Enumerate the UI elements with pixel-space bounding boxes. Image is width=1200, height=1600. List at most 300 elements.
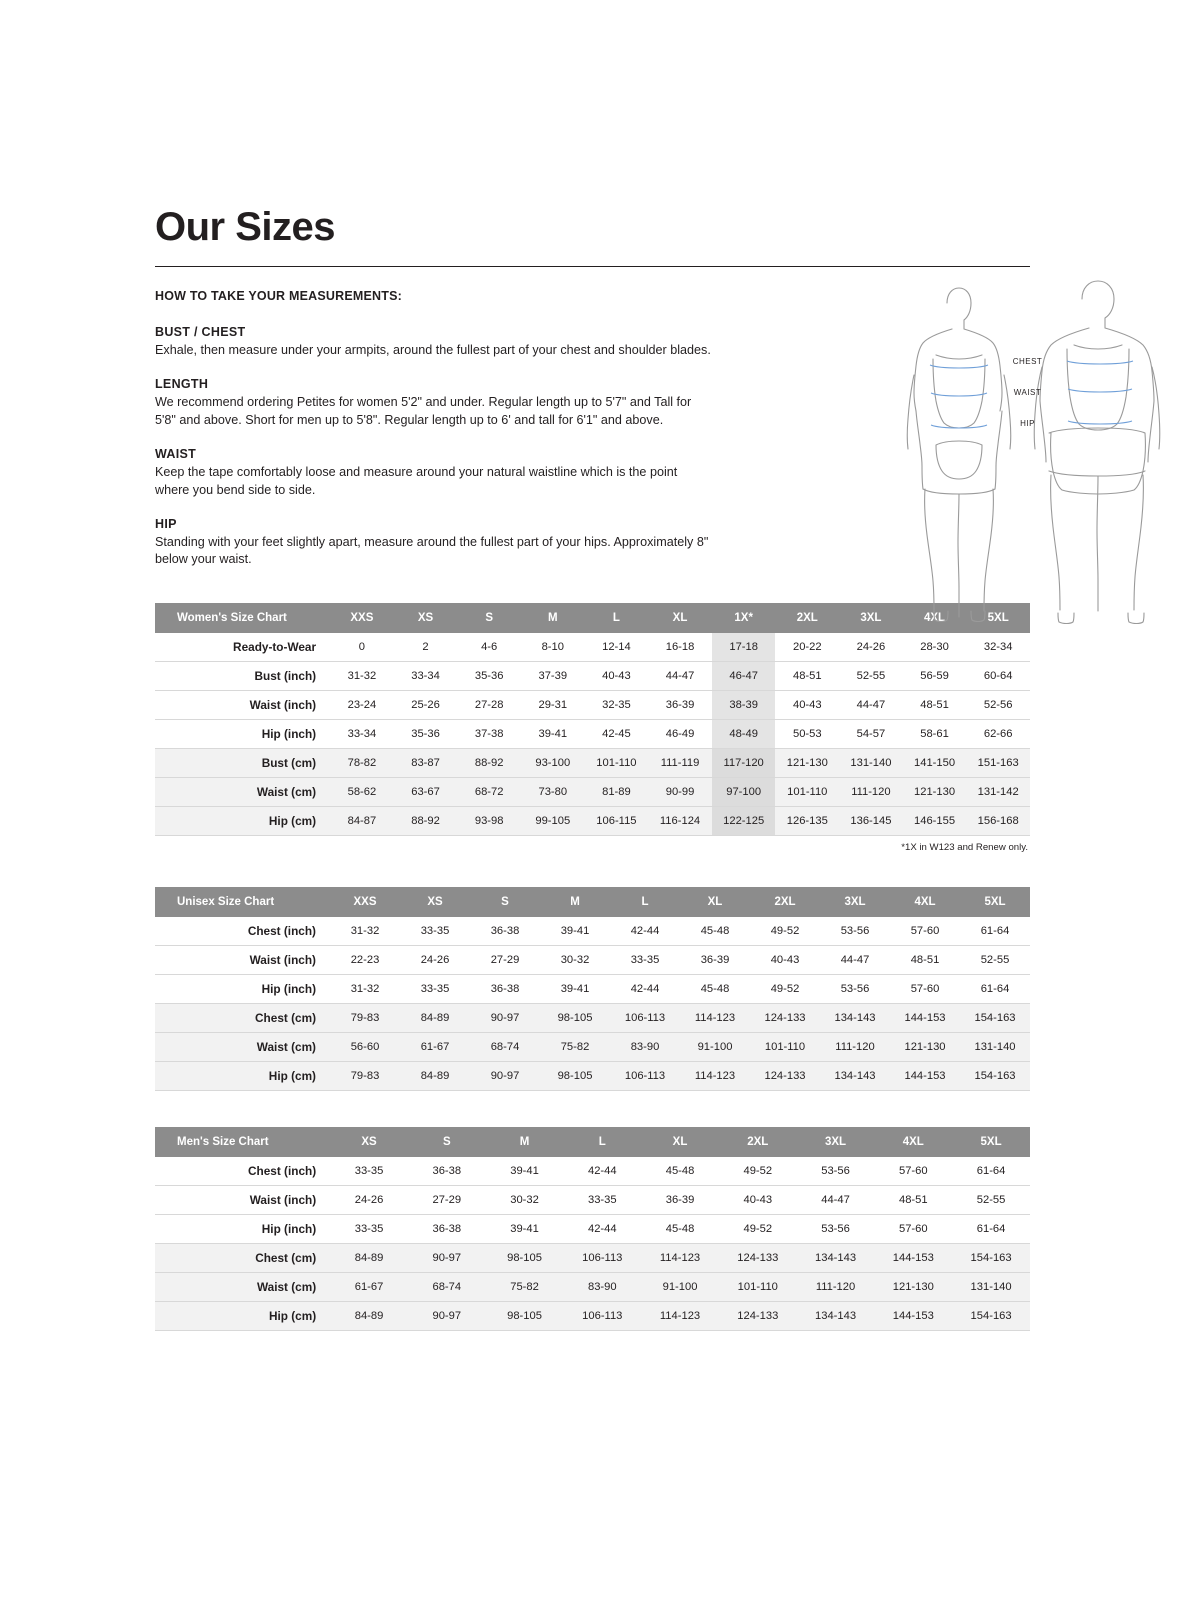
cell: 98-105 [486, 1243, 564, 1272]
cell: 90-97 [408, 1301, 486, 1330]
column-header: L [610, 887, 680, 917]
size-tables [155, 603, 1030, 1331]
row-label: Bust (inch) [155, 661, 330, 690]
cell: 111-120 [839, 777, 903, 806]
cell: 4-6 [457, 633, 521, 662]
cell: 73-80 [521, 777, 585, 806]
column-header: 3XL [820, 887, 890, 917]
cell: 156-168 [966, 806, 1030, 835]
column-header: XXS [330, 603, 394, 633]
cell: 111-119 [648, 748, 712, 777]
column-header: 3XL [839, 603, 903, 633]
table-row [155, 633, 1030, 662]
cell: 52-55 [952, 1185, 1030, 1214]
cell: 98-105 [540, 1061, 610, 1090]
cell: 29-31 [521, 690, 585, 719]
column-header: XL [648, 603, 712, 633]
cell: 60-64 [966, 661, 1030, 690]
cell: 121-130 [775, 748, 839, 777]
column-header: XS [400, 887, 470, 917]
row-label: Hip (inch) [155, 1214, 330, 1243]
table-row [155, 1214, 1030, 1243]
table-row [155, 917, 1030, 946]
cell: 61-67 [400, 1032, 470, 1061]
male-garment [1049, 345, 1145, 494]
cell: 52-55 [960, 945, 1030, 974]
row-label: Hip (inch) [155, 719, 330, 748]
cell: 53-56 [797, 1214, 875, 1243]
cell: 36-39 [680, 945, 750, 974]
cell: 42-44 [610, 974, 680, 1003]
cell: 42-44 [563, 1214, 641, 1243]
cell: 57-60 [874, 1214, 952, 1243]
cell: 24-26 [839, 633, 903, 662]
cell: 136-145 [839, 806, 903, 835]
cell: 91-100 [641, 1272, 719, 1301]
cell: 131-142 [966, 777, 1030, 806]
cell: 114-123 [641, 1243, 719, 1272]
measurement-block [155, 377, 715, 429]
cell: 53-56 [797, 1157, 875, 1186]
cell: 106-113 [563, 1301, 641, 1330]
row-label: Ready-to-Wear [155, 633, 330, 662]
table-row [155, 1272, 1030, 1301]
cell: 40-43 [750, 945, 820, 974]
cell: 141-150 [903, 748, 967, 777]
cell: 27-29 [470, 945, 540, 974]
cell: 111-120 [797, 1272, 875, 1301]
column-header: L [563, 1127, 641, 1157]
cell: 35-36 [457, 661, 521, 690]
cell: 144-153 [890, 1061, 960, 1090]
cell: 121-130 [874, 1272, 952, 1301]
cell: 57-60 [890, 974, 960, 1003]
cell: 121-130 [903, 777, 967, 806]
cell: 23-24 [330, 690, 394, 719]
cell: 84-89 [330, 1243, 408, 1272]
cell: 48-51 [890, 945, 960, 974]
measurement-block [155, 325, 715, 359]
cell: 101-110 [775, 777, 839, 806]
cell: 75-82 [540, 1032, 610, 1061]
cell: 126-135 [775, 806, 839, 835]
row-label: Waist (cm) [155, 1032, 330, 1061]
cell: 45-48 [680, 974, 750, 1003]
cell: 78-82 [330, 748, 394, 777]
table-row [155, 806, 1030, 835]
table-row [155, 777, 1030, 806]
column-header: L [585, 603, 649, 633]
cell: 44-47 [839, 690, 903, 719]
column-header: 2XL [775, 603, 839, 633]
cell: 84-89 [330, 1301, 408, 1330]
table-row [155, 1157, 1030, 1186]
measurement-heading: HIP [155, 516, 177, 531]
cell: 61-67 [330, 1272, 408, 1301]
cell: 62-66 [966, 719, 1030, 748]
cell: 93-100 [521, 748, 585, 777]
row-label: Hip (cm) [155, 1061, 330, 1090]
row-label: Waist (inch) [155, 1185, 330, 1214]
cell: 84-89 [400, 1003, 470, 1032]
cell: 131-140 [952, 1272, 1030, 1301]
unisex-size-table [155, 887, 1030, 1091]
cell: 49-52 [719, 1157, 797, 1186]
cell: 33-35 [330, 1214, 408, 1243]
column-header: 5XL [960, 887, 1030, 917]
row-label: Hip (cm) [155, 806, 330, 835]
cell: 68-74 [408, 1272, 486, 1301]
cell: 57-60 [890, 917, 960, 946]
row-label: Chest (cm) [155, 1003, 330, 1032]
female-chest-line [930, 365, 988, 368]
mens-size-table [155, 1127, 1030, 1331]
cell: 131-140 [960, 1032, 1030, 1061]
figure-label-chest: CHEST [1012, 357, 1043, 366]
cell: 124-133 [719, 1301, 797, 1330]
cell: 44-47 [820, 945, 890, 974]
cell: 81-89 [585, 777, 649, 806]
cell: 90-97 [470, 1003, 540, 1032]
column-header: 2XL [750, 887, 820, 917]
row-label: Chest (inch) [155, 917, 330, 946]
cell: 33-35 [330, 1157, 408, 1186]
column-header: S [457, 603, 521, 633]
cell: 101-110 [750, 1032, 820, 1061]
cell: 106-113 [610, 1061, 680, 1090]
cell: 42-44 [563, 1157, 641, 1186]
table-row [155, 690, 1030, 719]
cell: 151-163 [966, 748, 1030, 777]
cell: 58-62 [330, 777, 394, 806]
cell: 48-51 [775, 661, 839, 690]
cell: 63-67 [394, 777, 458, 806]
cell: 154-163 [952, 1301, 1030, 1330]
cell: 116-124 [648, 806, 712, 835]
cell: 31-32 [330, 917, 400, 946]
cell: 25-26 [394, 690, 458, 719]
cell: 31-32 [330, 974, 400, 1003]
cell: 75-82 [486, 1272, 564, 1301]
cell: 54-57 [839, 719, 903, 748]
cell: 144-153 [874, 1301, 952, 1330]
table-header-row [155, 887, 1030, 917]
cell: 48-51 [874, 1185, 952, 1214]
column-header: 1X* [712, 603, 776, 633]
cell: 124-133 [750, 1003, 820, 1032]
cell: 39-41 [486, 1214, 564, 1243]
table-header-row [155, 1127, 1030, 1157]
cell: 144-153 [874, 1243, 952, 1272]
cell: 114-123 [680, 1061, 750, 1090]
row-label: Waist (cm) [155, 777, 330, 806]
cell: 40-43 [585, 661, 649, 690]
column-header: 5XL [952, 1127, 1030, 1157]
cell: 30-32 [540, 945, 610, 974]
cell: 35-36 [394, 719, 458, 748]
column-header: XS [330, 1127, 408, 1157]
cell: 90-99 [648, 777, 712, 806]
column-header: 4XL [890, 887, 960, 917]
cell: 154-163 [960, 1003, 1030, 1032]
column-header: 4XL [874, 1127, 952, 1157]
cell: 45-48 [680, 917, 750, 946]
cell: 146-155 [903, 806, 967, 835]
cell: 134-143 [797, 1243, 875, 1272]
column-header: S [408, 1127, 486, 1157]
column-header: 5XL [966, 603, 1030, 633]
cell: 122-125 [712, 806, 776, 835]
figure-label-waist: WAIST [1013, 388, 1042, 397]
cell: 84-87 [330, 806, 394, 835]
table-row [155, 661, 1030, 690]
cell: 106-113 [610, 1003, 680, 1032]
measurement-block [155, 517, 715, 569]
cell: 124-133 [719, 1243, 797, 1272]
cell: 154-163 [960, 1061, 1030, 1090]
cell: 33-34 [394, 661, 458, 690]
cell: 83-90 [610, 1032, 680, 1061]
cell: 53-56 [820, 974, 890, 1003]
measurement-body: Standing with your feet slightly apart, measure around the fullest part of your hips. Approximately 8" below your waist. [155, 534, 709, 567]
male-figure [1034, 281, 1160, 624]
cell: 79-83 [330, 1061, 400, 1090]
row-label: Chest (inch) [155, 1157, 330, 1186]
cell: 124-133 [750, 1061, 820, 1090]
cell: 44-47 [648, 661, 712, 690]
cell: 49-52 [750, 974, 820, 1003]
cell: 36-38 [408, 1157, 486, 1186]
female-waist-line [931, 393, 987, 396]
cell: 16-18 [648, 633, 712, 662]
spacer [155, 1097, 1030, 1127]
cell: 37-38 [457, 719, 521, 748]
cell: 98-105 [486, 1301, 564, 1330]
cell: 101-110 [585, 748, 649, 777]
row-label: Hip (inch) [155, 974, 330, 1003]
cell: 121-130 [890, 1032, 960, 1061]
table-row [155, 748, 1030, 777]
cell: 154-163 [952, 1243, 1030, 1272]
cell: 32-34 [966, 633, 1030, 662]
cell: 68-74 [470, 1032, 540, 1061]
cell: 131-140 [839, 748, 903, 777]
cell: 27-29 [408, 1185, 486, 1214]
cell: 17-18 [712, 633, 776, 662]
female-hip-line [931, 425, 987, 428]
womens-size-table [155, 603, 1030, 836]
cell: 48-51 [903, 690, 967, 719]
column-header: 2XL [719, 1127, 797, 1157]
row-label: Chest (cm) [155, 1243, 330, 1272]
cell: 93-98 [457, 806, 521, 835]
cell: 83-90 [563, 1272, 641, 1301]
cell: 61-64 [952, 1157, 1030, 1186]
spacer [155, 853, 1030, 887]
column-header: 3XL [797, 1127, 875, 1157]
cell: 134-143 [820, 1061, 890, 1090]
cell: 44-47 [797, 1185, 875, 1214]
cell: 97-100 [712, 777, 776, 806]
column-header: S [470, 887, 540, 917]
cell: 111-120 [820, 1032, 890, 1061]
cell: 39-41 [486, 1157, 564, 1186]
cell: 42-44 [610, 917, 680, 946]
cell: 83-87 [394, 748, 458, 777]
column-header: XXS [330, 887, 400, 917]
cell: 30-32 [486, 1185, 564, 1214]
cell: 36-38 [470, 974, 540, 1003]
cell: 24-26 [330, 1185, 408, 1214]
cell: 33-34 [330, 719, 394, 748]
unisex-table-title: Unisex Size Chart [155, 887, 330, 917]
cell: 36-38 [470, 917, 540, 946]
cell: 49-52 [719, 1214, 797, 1243]
measurement-body: Exhale, then measure under your armpits, around the fullest part of your chest and shoulder blades. [155, 343, 711, 357]
table-row [155, 1003, 1030, 1032]
measurement-instructions [155, 325, 715, 569]
cell: 36-39 [648, 690, 712, 719]
row-label: Waist (cm) [155, 1272, 330, 1301]
cell: 45-48 [641, 1214, 719, 1243]
row-label: Waist (inch) [155, 945, 330, 974]
column-header: M [521, 603, 585, 633]
table-row [155, 974, 1030, 1003]
row-label: Hip (cm) [155, 1301, 330, 1330]
figure-label-hip: HIP [1020, 419, 1035, 428]
measurement-body: We recommend ordering Petites for women 5'2" and under. Regular length up to 5'7" and Tall for 5'8" and above. Short for men up to 5'8". Regular length up to 6' and tall for 6'1" and above. [155, 395, 692, 427]
cell: 37-39 [521, 661, 585, 690]
measurement-block [155, 447, 715, 499]
cell: 106-113 [563, 1243, 641, 1272]
cell: 33-35 [610, 945, 680, 974]
cell: 48-49 [712, 719, 776, 748]
cell: 39-41 [540, 917, 610, 946]
cell: 134-143 [797, 1301, 875, 1330]
cell: 33-35 [563, 1185, 641, 1214]
cell: 36-38 [408, 1214, 486, 1243]
cell: 58-61 [903, 719, 967, 748]
howto-heading: HOW TO TAKE YOUR MEASUREMENTS: [155, 289, 402, 303]
table-row [155, 1243, 1030, 1272]
cell: 36-39 [641, 1185, 719, 1214]
measurement-heading: BUST / CHEST [155, 325, 246, 339]
cell: 90-97 [470, 1061, 540, 1090]
page-content [155, 205, 1043, 1337]
cell: 24-26 [400, 945, 470, 974]
female-garment [933, 355, 985, 479]
cell: 101-110 [719, 1272, 797, 1301]
cell: 84-89 [400, 1061, 470, 1090]
table-row [155, 1301, 1030, 1330]
cell: 33-35 [400, 917, 470, 946]
cell: 8-10 [521, 633, 585, 662]
cell: 22-23 [330, 945, 400, 974]
cell: 27-28 [457, 690, 521, 719]
cell: 114-123 [680, 1003, 750, 1032]
cell: 99-105 [521, 806, 585, 835]
measurement-heading: WAIST [155, 447, 197, 462]
table-row [155, 1032, 1030, 1061]
cell: 56-59 [903, 661, 967, 690]
female-figure [907, 288, 1011, 622]
table-row [155, 945, 1030, 974]
cell: 90-97 [408, 1243, 486, 1272]
figure-labels [1005, 357, 1050, 450]
womens-table-title: Women's Size Chart [155, 603, 330, 633]
cell: 98-105 [540, 1003, 610, 1032]
column-header: XS [394, 603, 458, 633]
cell: 106-115 [585, 806, 649, 835]
cell: 46-49 [648, 719, 712, 748]
cell: 56-60 [330, 1032, 400, 1061]
cell: 20-22 [775, 633, 839, 662]
body-figures-illustration [900, 275, 1190, 625]
cell: 88-92 [457, 748, 521, 777]
cell: 91-100 [680, 1032, 750, 1061]
cell: 39-41 [521, 719, 585, 748]
cell: 68-72 [457, 777, 521, 806]
cell: 31-32 [330, 661, 394, 690]
cell: 38-39 [712, 690, 776, 719]
cell: 39-41 [540, 974, 610, 1003]
cell: 144-153 [890, 1003, 960, 1032]
cell: 45-48 [641, 1157, 719, 1186]
row-label: Waist (inch) [155, 690, 330, 719]
table-row [155, 1061, 1030, 1090]
measurement-heading: LENGTH [155, 377, 209, 392]
page-title: Our Sizes [155, 205, 336, 249]
figures-svg [900, 275, 1190, 625]
cell: 61-64 [960, 917, 1030, 946]
male-chest-line [1067, 361, 1133, 364]
cell: 42-45 [585, 719, 649, 748]
cell: 114-123 [641, 1301, 719, 1330]
cell: 88-92 [394, 806, 458, 835]
column-header: 4XL [903, 603, 967, 633]
cell: 53-56 [820, 917, 890, 946]
cell: 33-35 [400, 974, 470, 1003]
measurement-body: Keep the tape comfortably loose and measure around your natural waistline which is the point where you bend side to side. [155, 465, 678, 497]
womens-table-footnote: *1X in W123 and Renew only. [901, 841, 1028, 853]
column-header: XL [641, 1127, 719, 1157]
cell: 32-35 [585, 690, 649, 719]
cell: 40-43 [775, 690, 839, 719]
cell: 61-64 [952, 1214, 1030, 1243]
cell: 61-64 [960, 974, 1030, 1003]
cell: 52-56 [966, 690, 1030, 719]
male-waist-line [1068, 389, 1132, 392]
cell: 52-55 [839, 661, 903, 690]
cell: 2 [394, 633, 458, 662]
column-header: M [486, 1127, 564, 1157]
table-header-row [155, 603, 1030, 633]
mens-table-title: Men's Size Chart [155, 1127, 330, 1157]
cell: 28-30 [903, 633, 967, 662]
cell: 57-60 [874, 1157, 952, 1186]
cell: 46-47 [712, 661, 776, 690]
title-divider [155, 266, 1030, 267]
cell: 40-43 [719, 1185, 797, 1214]
cell: 49-52 [750, 917, 820, 946]
cell: 117-120 [712, 748, 776, 777]
table-row [155, 1185, 1030, 1214]
cell: 50-53 [775, 719, 839, 748]
cell: 134-143 [820, 1003, 890, 1032]
column-header: M [540, 887, 610, 917]
cell: 79-83 [330, 1003, 400, 1032]
cell: 12-14 [585, 633, 649, 662]
